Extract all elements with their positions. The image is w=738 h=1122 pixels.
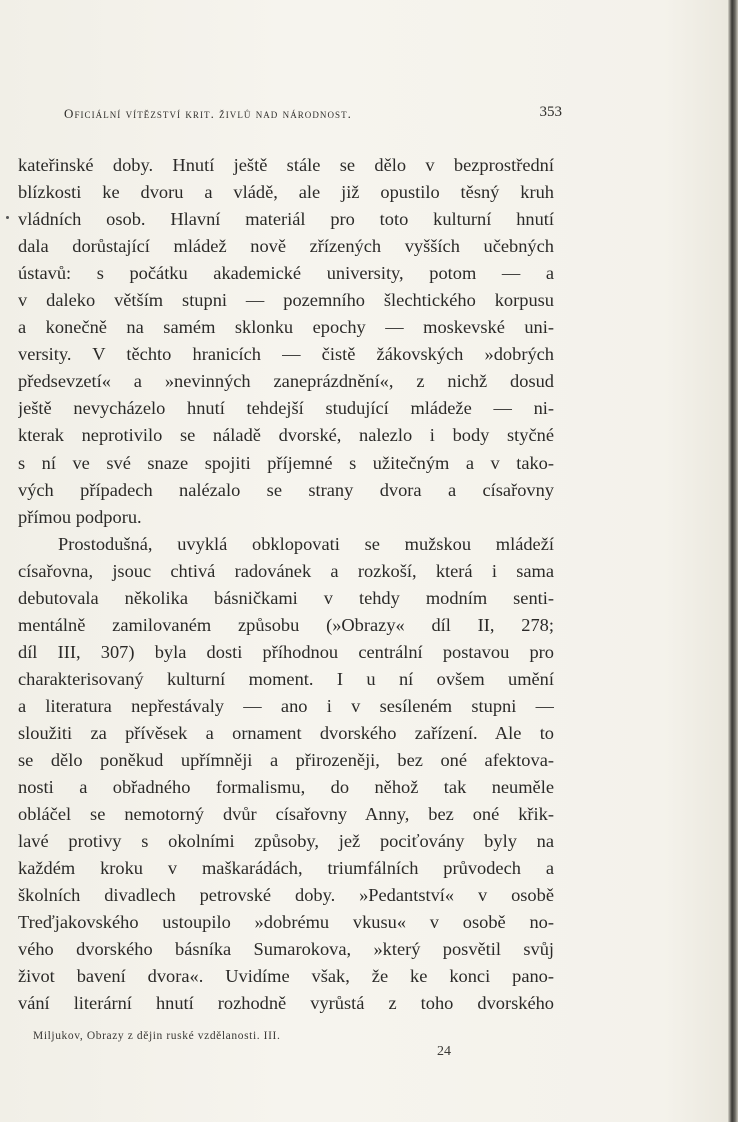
body-text bbox=[18, 152, 554, 1018]
text-line: se dělo poněkud upřímněji a přirozeněji, bez oné afektova- bbox=[18, 750, 554, 771]
text-line: debutovala několika básničkami v tehdy modním senti- bbox=[18, 587, 554, 608]
text-line: s ní ve své snaze spojiti příjemné s užitečným a v tako- bbox=[18, 452, 554, 473]
margin-mark bbox=[6, 216, 9, 219]
page-header bbox=[64, 104, 562, 128]
text-line: v daleko větším stupni — pozemního šlechtického korpusu bbox=[18, 290, 554, 311]
running-title: Oficiální vítězství krit. živlů nad národnost. bbox=[64, 106, 352, 121]
text-line: kterak neprotivilo se náladě dvorské, nalezlo i body styčné bbox=[18, 425, 554, 446]
text-line: charakterisovaný kulturní moment. I u ní ovšem umění bbox=[18, 668, 554, 689]
text-line: lavé protivy s okolními způsoby, jež pociťovány byly na bbox=[18, 831, 554, 852]
printer-signature-mark: 24 bbox=[437, 1044, 451, 1059]
page-footer bbox=[33, 1030, 493, 1070]
text-line: vládních osob. Hlavní materiál pro toto kulturní hnutí bbox=[18, 209, 554, 230]
text-line: kateřinské doby. Hnutí ještě stále se dělo v bezprostřední bbox=[18, 155, 554, 175]
paragraph-start-line: Prostodušná, uvyklá obklopovati se mužskou mládeží bbox=[58, 533, 554, 554]
text-line: život bavení dvora«. Uvidíme však, že ke konci pano- bbox=[18, 966, 554, 987]
paragraph-end-line: přímou podporu. bbox=[18, 506, 142, 527]
text-line: dala dorůstající mládež nově zřízených vyšších učebných bbox=[18, 236, 554, 257]
text-line: a literatura nepřestávaly — ano i v sesíleném stupni — bbox=[18, 695, 554, 716]
text-line: císařovna, jsouc chtivá radovánek a rozkoší, která i sama bbox=[18, 560, 554, 581]
text-line: každém kroku v maškarádách, triumfálních průvodech a bbox=[18, 858, 554, 879]
text-line: blízkosti ke dvoru a vládě, ale již opustilo těsný kruh bbox=[18, 182, 554, 203]
text-line: vání literární hnutí rozhodně vyrůstá z toho dvorského bbox=[18, 993, 554, 1014]
text-line: mentálně zamilovaném způsobu (»Obrazy« díl II, 278; bbox=[18, 614, 554, 635]
text-line: versity. V těchto hranicích — čistě žákovských »dobrých bbox=[18, 344, 554, 365]
text-line: ústavů: s počátku akademické university, potom — a bbox=[18, 263, 554, 284]
text-line: nosti a obřadného formalismu, do něhož tak neuměle bbox=[18, 777, 554, 798]
text-line: Treďjakovského ustoupilo »dobrému vkusu« v osobě no- bbox=[18, 912, 554, 933]
text-line: sloužiti za přívěsek a ornament dvorského zařízení. Ale to bbox=[18, 722, 554, 743]
text-line: vého dvorského básníka Sumarokova, »který posvětil svůj bbox=[18, 939, 554, 960]
text-line: předsevzetí« a »nevinných zaneprázdnění«, z nichž dosud bbox=[18, 371, 554, 392]
text-line: školních divadlech petrovské doby. »Pedantství« v osobě bbox=[18, 885, 554, 906]
text-line: ještě nevycházelo hnutí tehdejší studující mládeže — ni- bbox=[18, 398, 554, 419]
page-number: 353 bbox=[539, 104, 562, 120]
book-spine-edge bbox=[728, 0, 738, 1122]
text-line: díl III, 307) byla dosti příhodnou centrální postavou pro bbox=[18, 641, 554, 662]
text-line: vých případech nalézalo se strany dvora a císařovny bbox=[18, 479, 554, 500]
book-signature-note: Miljukov, Obrazy z dějin ruské vzdělanosti. III. bbox=[33, 1030, 281, 1042]
text-line: a konečně na samém sklonku epochy — moskevské uni- bbox=[18, 317, 554, 338]
text-line: obláčel se nemotorný dvůr císařovny Anny, bez oné křik- bbox=[18, 804, 554, 825]
